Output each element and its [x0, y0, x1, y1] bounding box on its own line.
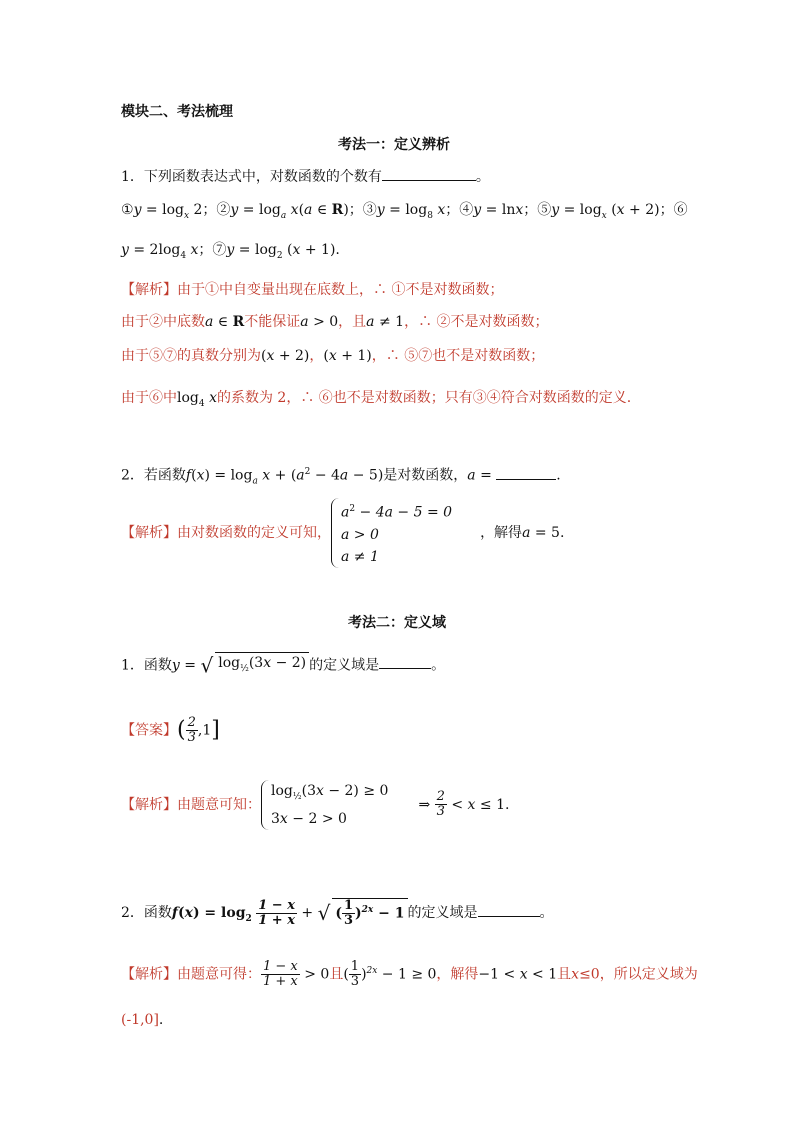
answer-blank — [379, 654, 431, 669]
m2-q2-result: (-1,0]. — [121, 1012, 164, 1028]
answer-blank — [382, 166, 476, 181]
m2-q1-analysis: 【解析】由题意可知： $\log_{\frac{1}{2}}(3x - 2) \ge 0$ 3x − 2 > 0 ⇒ $\frac{2}{3}$ < x ≤ 1. — [121, 780, 509, 830]
q1-stem: 1．下列函数表达式中，对数函数的个数有 。 — [121, 166, 490, 187]
q1-analysis-line4: 由于⑥中$\log_4 x$的系数为 2，∴ ⑥也不是对数函数；只有③④符合对数函数的定义. — [121, 390, 632, 409]
section-title: 模块二、考法梳理 — [121, 104, 233, 120]
q1-analysis-line2: 由于②中底数a ∈ R不能保证a > 0，且a ≠ 1，∴ ②不是对数函数； — [121, 314, 549, 330]
q1-options-line1: ①y = $\log_x 2$；②y = $\log_a x(a$ ∈ R)；③y = $\log_8 x$；④y = lnx；⑤y = $\log_x (x + 2)$；⑥ — [121, 202, 688, 221]
m2-q1-stem: 1．函数y = √ $\log_{\frac{1}{2}}(3x - 2)$ 的定义域是 。 — [121, 653, 446, 678]
answer-blank — [478, 902, 540, 917]
q2-analysis: 【解析】由对数函数的定义可知， $a^2 - 4a - 5 = 0$ a > 0 a ≠ 1 ，解得a = 5. — [121, 498, 564, 568]
answer-blank — [496, 465, 556, 480]
q1-options-line2: $y = 2\log_4$ x；⑦y = $\log_2 (x + 1)$. — [121, 242, 340, 261]
q2-stem: 2．若函数$f(x) = \log_a x + (a^2 - 4a - 5)$是对数函数，a = . — [121, 462, 561, 491]
m2-q2-stem: 2．函数$f(x) = \log_2$ $\frac{1 - x}{1 + x}$ + √ ( $\frac{1}{3}$ )$^{2x}$ − 1 的定义域是 。 — [121, 897, 554, 928]
equation-system: $\log_{\frac{1}{2}}(3x - 2) \ge 0$ 3x − 2 > 0 — [261, 780, 388, 830]
m2-q2-analysis: 【解析】由题意可得： $\frac{1 - x}{1 + x}$ > 0且( $\frac{1}{3}$ )$^{2x}$ − 1 ≥ 0，解得−1 < x < 1且x≤0，所以定义域为 — [121, 959, 698, 989]
method1-title: 考法一：定义辨析 — [338, 137, 450, 153]
equation-system: $a^2 - 4a - 5 = 0$ a > 0 a ≠ 1 — [331, 498, 452, 568]
q1-analysis-line3: 由于⑤⑦的真数分别为(x + 2)，(x + 1)，∴ ⑤⑦也不是对数函数； — [121, 348, 545, 364]
q1-analysis-line1: 【解析】由于①中自变量出现在底数上，∴ ①不是对数函数； — [121, 282, 504, 298]
method2-title: 考法二：定义域 — [348, 615, 446, 631]
m2-q1-answer: 【答案】( $\frac{2}{3}$ ,1] — [121, 715, 220, 745]
